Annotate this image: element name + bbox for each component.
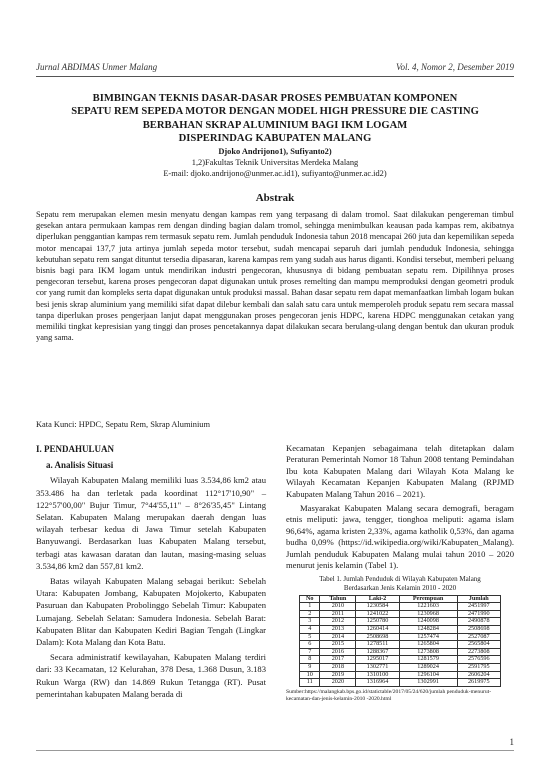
table-cell: 8 <box>300 656 320 664</box>
right-column <box>286 443 514 703</box>
paragraph: Batas wilayah Kabupaten Malang sebagai berikut: Sebelah Utara: Kabupaten Jombang, Kabupaten Mojokerto, Kabupaten Pasuruan dan Kabupaten Probolinggo Sebelah Timur: Kabupaten Lumajang. Sebelah Selatan: Samudera Indonesia. Sebelah Barat: Kabupaten Blitar dan Kabupaten Kediri Bagian Tengah (Lingkar Dalam): Kota Malang dan Kota Batu. <box>36 576 266 648</box>
title-line: BERBAHAN SKRAP ALUMINIUM BAGI IKM LOGAM <box>142 119 408 131</box>
table-cell: 1260414 <box>356 626 399 634</box>
table-cell: 2010 <box>320 603 356 611</box>
journal-name: Jurnal ABDIMAS Unmer Malang <box>36 62 158 72</box>
paragraph: Kecamatan Kepanjen sebagaimana telah ditetapkan dalam Peraturan Pemerintah Nomor 18 Tahun 2008 tentang Pemindahan Ibu kota Kabupaten Malang dari Wilayah Kota Malang ke Wilayah Kecamatan Kepanjen Kabupaten Malang (RPJMD Kabupaten Malang Tahun 2016 – 2021). <box>286 443 514 499</box>
abstract-heading: Abstrak <box>255 192 295 204</box>
paper-title <box>36 92 514 146</box>
table-cell: 4 <box>300 626 320 634</box>
table-header-cell: Laki-2 <box>356 595 399 603</box>
table-cell: 2490878 <box>457 618 500 626</box>
footer-divider <box>36 750 514 751</box>
keywords: Kata Kunci: HPDC, Sepatu Rem, Skrap Aluminium <box>36 420 211 429</box>
table-cell: 2273808 <box>457 648 500 656</box>
table-row <box>300 679 501 687</box>
table-cell: 2576596 <box>457 656 500 664</box>
table-source: Sumber:https://malangkab.bps.go.id/statictable/2017/05/24/620/jumlah penduduk-menurut-kecamatan-dan-jenis-kelamin-2010 -2020.html <box>286 688 492 702</box>
table-cell: 2606204 <box>457 671 500 679</box>
table-cell: 2012 <box>320 618 356 626</box>
table-cell: 1230968 <box>399 610 457 618</box>
left-column <box>36 443 266 703</box>
table-cell: 2565804 <box>457 641 500 649</box>
table-cell: 2015 <box>320 641 356 649</box>
table-cell: 2619975 <box>457 679 500 687</box>
table-cell: 1273808 <box>399 648 457 656</box>
paragraph: Secara administratif kewilayahan, Kabupaten Malang terdiri dari: 33 Kecamatan, 12 Kelurahan, 378 Desa, 1.368 Dusun, 3.183 Rukun Warga (RW) dan 14.869 Rukun Tetangga (RT). Pusat pemerintahan kabupaten Malang berada di <box>36 652 266 699</box>
author-affiliation: 1,2)Fakultas Teknik Universitas Merdeka Malang <box>191 158 359 167</box>
table-cell: 2011 <box>320 610 356 618</box>
title-line: SEPATU REM SEPEDA MOTOR DENGAN MODEL HIGH PRESSURE DIE CASTING <box>71 106 479 118</box>
author-names: Djoko Andrijono1), Sufiyanto2) <box>218 147 332 156</box>
page-number: 1 <box>509 737 514 747</box>
table-caption-line: Tabel 1. Jumlah Penduduk di Wilayah Kabupaten Malang <box>319 575 481 584</box>
table-header-cell: Tahun <box>320 595 356 603</box>
table-cell: 1295017 <box>356 656 399 664</box>
table-cell: 1230584 <box>356 603 399 611</box>
author-email: E-mail: djoko.andrijono@unmer.ac.id1), sufiyanto@unmer.ac.id2) <box>163 169 387 178</box>
table-cell: 1310100 <box>356 671 399 679</box>
table-cell: 1265804 <box>399 641 457 649</box>
section-heading: I. PENDAHULUAN <box>36 444 115 454</box>
subsection-heading: a. Analisis Situasi <box>46 460 114 471</box>
table-cell: 2013 <box>320 626 356 634</box>
population-table <box>299 595 501 687</box>
table-cell: 2451997 <box>457 603 500 611</box>
author-block <box>36 146 514 179</box>
table-cell: 2527087 <box>457 633 500 641</box>
table-cell: 7 <box>300 648 320 656</box>
table-cell: 10 <box>300 671 320 679</box>
table-cell: 1221603 <box>399 603 457 611</box>
table-caption <box>286 575 514 592</box>
table-cell: 1281579 <box>399 656 457 664</box>
header-divider <box>36 76 514 77</box>
table-row <box>300 664 501 672</box>
table-cell: 2019 <box>320 671 356 679</box>
table-cell: 1257474 <box>399 633 457 641</box>
table-cell: 1296104 <box>399 671 457 679</box>
table-cell: 2471990 <box>457 610 500 618</box>
table-body <box>300 603 501 687</box>
table-cell: 1316964 <box>356 679 399 687</box>
table-cell: 2017 <box>320 656 356 664</box>
paragraph: Masyarakat Kabupaten Malang secara demografi, beragam etnis meliputi: jawa, tengger, tionghoa meliputi: agama islam 96,64%, agama kristen 2,33%, agama katholik 0,53%, dan agama budha 0,09% (https://id.wikipedia.org/wiki/Kabupaten_Malang). Jumlah penduduk Kabupaten Malang mulai tahun 2010 – 2020 menurut jenis kelamin (Tabel 1). <box>286 503 514 571</box>
table-header-cell: No <box>300 595 320 603</box>
paragraph: Wilayah Kabupaten Malang memiliki luas 3.534,86 km2 atau 353.486 ha dan terletak pada koordinat 112°17'10,90" – 122°57'00,00" Bujur Timur, 7°44'55,11" – 8°26'35,45" Lintang Selatan. Kabupaten Malang merupakan daerah dengan luas wilayah terbesar kedua di Jawa Timur setelah Kabupaten Banyuwangi. Berdasarkan luas Kabupaten Malang tersebut, terbagi atas kawasan daratan dan lautan, masing-masing seluas 3.534,86 km2 dan 557,81 km2. <box>36 475 266 571</box>
table-cell: 1278511 <box>356 641 399 649</box>
table-cell: 6 <box>300 641 320 649</box>
table-cell: 2591795 <box>457 664 500 672</box>
title-line: DISPERINDAG KABUPATEN MALANG <box>178 133 372 145</box>
table-cell: 3 <box>300 618 320 626</box>
table-cell: 2508698 <box>457 626 500 634</box>
table-cell: 11 <box>300 679 320 687</box>
table-cell: 1302991 <box>399 679 457 687</box>
table-cell: 1 <box>300 603 320 611</box>
volume-info: Vol. 4, Nomor 2, Desember 2019 <box>396 62 514 72</box>
table-cell: 1288367 <box>356 648 399 656</box>
abstract-text: Sepatu rem merupakan elemen mesin menyatu dengan kampas rem yang terpasang di dalam tromol. Saat dilakukan pengereman timbul gesekan antara permukaan kampas rem dengan dinding bagian dalam tromol, sehingga menimbulkan keausan pada kampas rem, akibatnya diperlukan penggantian kampas rem termasuk sepatu rem. Jumlah penduduk Indonesia tahun 2018 mencapai 260 juta dan kepemilikan sepeda motor mencapai 137,7 juta artinya jumlah sepeda motor tersebut, sudah mencapai separuh dari jumlah penduduk Indonesia, sehingga kebutuhan sepatu rem sangat dituntut tersedia dipasaran, karena kampas rem yang sudah aus harus diganti. Kondisi tersebut, memberi peluang bisnis bagi para IKM logam untuk mendirikan industri pengecoran, khususnya di bidang pembuatan sepatu rem. Dipilihnya proses pengecoran tersebut, karena proses pengecoran dapat digunakan untuk proses remelting dan mampu memproduksi dengan geometri produk cor yang rumit dan kompleks serta dapat digunakan untuk produksi massal. Bahan dasar sepatu rem dapat memanfaatkan limbah logam bukan besi jenis skrap aluminium yang memiliki sifat dapat dilebur kembali dan salah satu cara untuk memperoleh produk sepatu rem secara massal tanpa diperlukan proses pengerjaan lanjut dapat menggunakan proses pengecoran jenis HDPC, karena HDPC menggunakan cetakan yang memiliki tingkat kepresisian yang tinggi dan proses pencetakannya dapat dilakukan secara berulang-ulang dengan bentuk dan ukuran produk yang sama. <box>36 210 514 343</box>
table-cell: 2016 <box>320 648 356 656</box>
table-cell: 2020 <box>320 679 356 687</box>
table-cell: 2508698 <box>356 633 399 641</box>
table-cell: 1240098 <box>399 618 457 626</box>
table-cell: 5 <box>300 633 320 641</box>
table-cell: 9 <box>300 664 320 672</box>
table-cell: 1250780 <box>356 618 399 626</box>
table-cell: 2014 <box>320 633 356 641</box>
table-header-cell: Perempuan <box>399 595 457 603</box>
table-row <box>300 626 501 634</box>
running-header <box>36 62 514 76</box>
table-cell: 2018 <box>320 664 356 672</box>
table-caption-line: Berdasarkan Jenis Kelamin 2010 - 2020 <box>343 584 457 593</box>
table-cell: 2 <box>300 610 320 618</box>
table-header-cell: Jumlah <box>457 595 500 603</box>
table-cell: 1302771 <box>356 664 399 672</box>
title-line: BIMBINGAN TEKNIS DASAR-DASAR PROSES PEMBUATAN KOMPONEN <box>92 93 458 104</box>
table-cell: 1241022 <box>356 610 399 618</box>
table-cell: 1289024 <box>399 664 457 672</box>
table-cell: 1248284 <box>399 626 457 634</box>
